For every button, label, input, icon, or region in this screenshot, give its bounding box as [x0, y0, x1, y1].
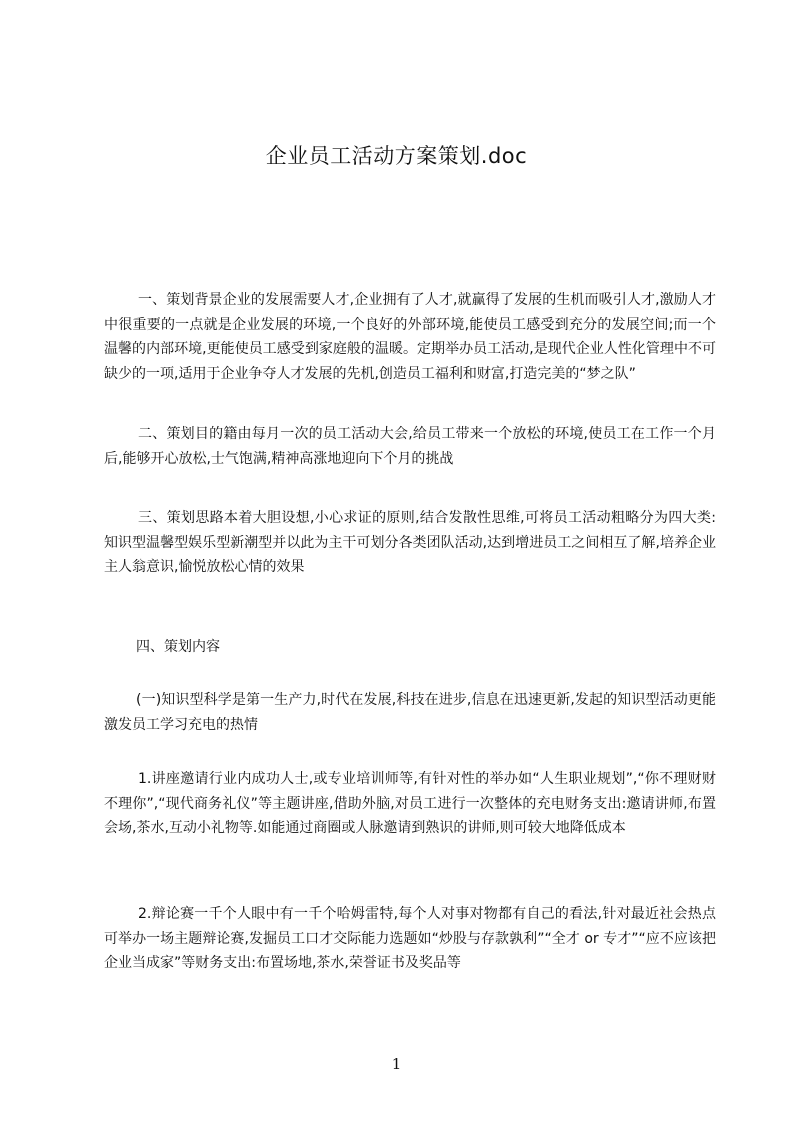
paragraph-knowledge-type: (一)知识型科学是第一生产力,时代在发展,科技在进步,信息在迅速更新,发起的知识型活动更能激发员工学习充电的热情 — [104, 692, 716, 733]
paragraph-debate: 2.辩论赛一千个人眼中有一千个哈姆雷特,每个人对事对物都有自己的看法,针对最近社会热点可举办一场主题辩论赛,发掘员工口才交际能力选题如“炒股与存款孰利”“全才 or 专才”“应不应该把企业当成家”等财务支出:布置场地,茶水,荣誉证书及奖品等 — [104, 906, 716, 971]
paragraph-background: 一、策划背景企业的发展需要人才,企业拥有了人才,就赢得了发展的生机而吸引人才,激励人才中很重要的一点就是企业发展的环境,一个良好的外部环境,能使员工感受到充分的发展空间;而一个温馨的内部环境,更能使员工感受到家庭般的温暖。定期举办员工活动,是现代企业人性化管理中不可缺少的一项,适用于企业争夺人才发展的先机,创造员工福利和财富,打造完美的“梦之队” — [104, 292, 716, 382]
paragraph-purpose: 二、策划目的籍由每月一次的员工活动大会,给员工带来一个放松的环境,使员工在工作一个月后,能够开心放松,士气饱满,精神高涨地迎向下个月的挑战 — [104, 426, 716, 467]
page-number: 1 — [391, 1055, 402, 1073]
document-title: 企业员工活动方案策划.doc — [265, 144, 528, 168]
paragraph-lecture: 1.讲座邀请行业内成功人士,或专业培训师等,有针对性的举办如“人生职业规划”,“你不理财财不理你”,“现代商务礼仪”等主题讲座,借助外脑,对员工进行一次整体的充电财务支出:邀请讲师,布置会场,茶水,互动小礼物等.如能通过商圈或人脉邀请到熟识的讲师,则可较大地降低成本 — [104, 771, 716, 836]
section-heading-content: 四、策划内容 — [136, 639, 220, 655]
paragraph-approach: 三、策划思路本着大胆设想,小心求证的原则,结合发散性思维,可将员工活动粗略分为四大类:知识型温馨型娱乐型新潮型并以此为主干可划分各类团队活动,达到增进员工之间相互了解,培养企业主人翁意识,愉悦放松心情的效果 — [104, 510, 716, 575]
